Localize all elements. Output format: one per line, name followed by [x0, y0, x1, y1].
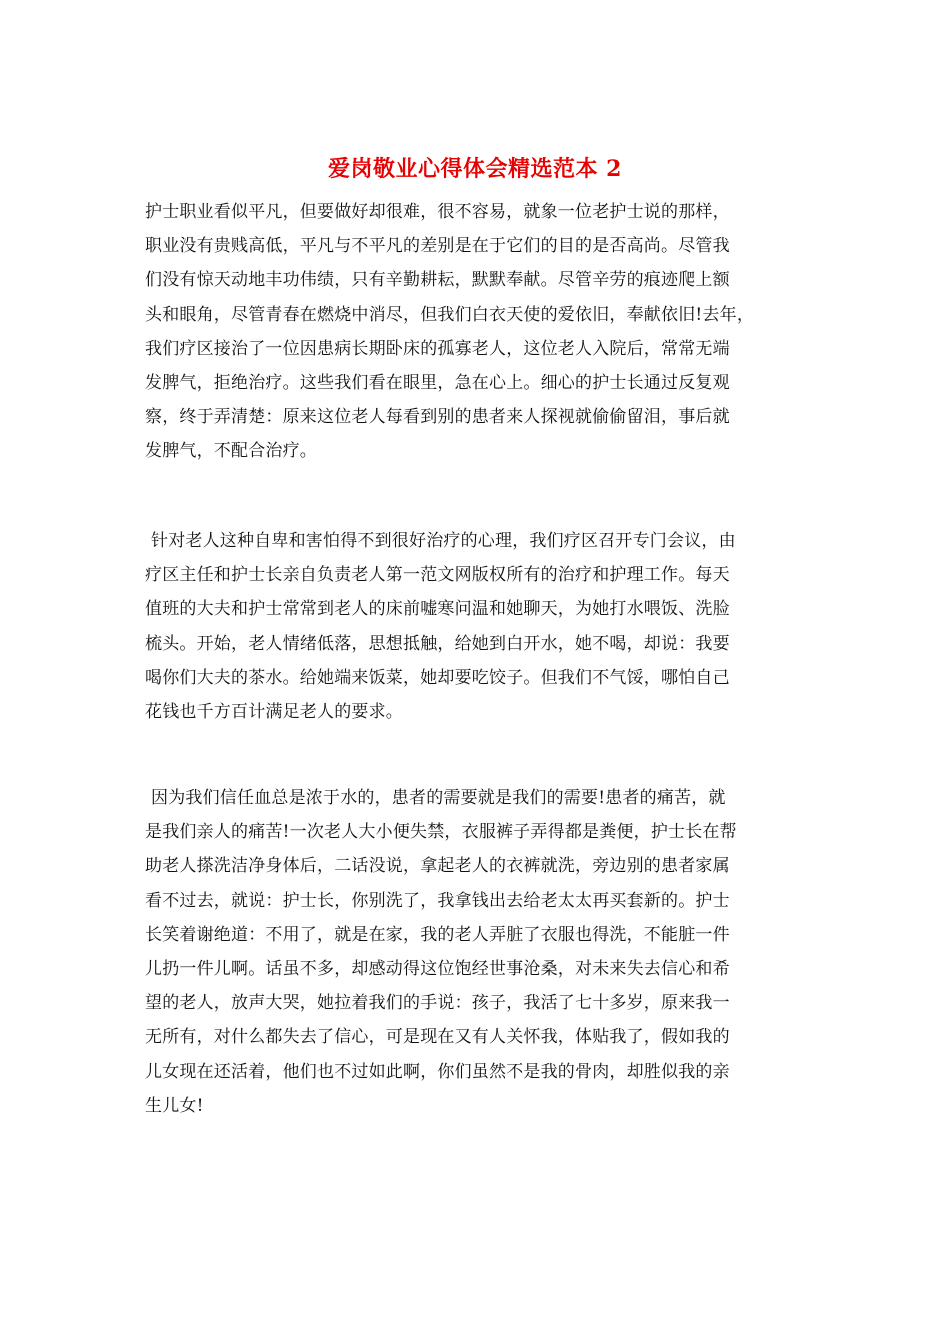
paragraph-3	[145, 781, 815, 1123]
paragraph-line: 值班的大夫和护士常常到老人的床前嘘寒问温和她聊天，为她打水喂饭、洗脸	[145, 599, 730, 620]
paragraph-2	[145, 524, 815, 729]
paragraph-line: 们没有惊天动地丰功伟绩，只有辛勤耕耘，默默奉献。尽管辛劳的痕迹爬上额	[145, 270, 730, 291]
paragraph-line: 生儿女!	[145, 1095, 204, 1116]
paragraph-line: 花钱也千方百计满足老人的要求。	[145, 701, 403, 722]
paragraph-line: 发脾气，拒绝治疗。这些我们看在眼里，急在心上。细心的护士长通过反复观	[145, 372, 730, 393]
paragraph-line: 儿女现在还活着，他们也不过如此啊，你们虽然不是我的骨肉，却胜似我的亲	[145, 1061, 730, 1082]
paragraph-line: 针对老人这种自卑和害怕得不到很好治疗的心理，我们疗区召开专门会议，由	[151, 531, 736, 551]
paragraph-line: 梳头。开始，老人情绪低落，思想抵触，给她到白开水，她不喝，却说：我要	[145, 633, 730, 654]
paragraph-1	[145, 195, 815, 469]
paragraph-line: 儿扔一件儿啊。话虽不多，却感动得这位饱经世事沧桑，对未来失去信心和希	[145, 958, 730, 979]
paragraph-line: 是我们亲人的痛苦!一次老人大小便失禁，衣服裤子弄得都是粪便，护士长在帮	[145, 822, 737, 843]
paragraph-line: 望的老人，放声大哭，她拉着我们的手说：孩子，我活了七十多岁，原来我一	[145, 993, 730, 1014]
paragraph-line: 我们疗区接治了一位因患病长期卧床的孤寡老人，这位老人入院后，常常无端	[145, 338, 730, 359]
paragraph-line: 疗区主任和护士长亲自负责老人第一范文网版权所有的治疗和护理工作。每天	[145, 565, 730, 586]
paragraph-line: 护士职业看似平凡，但要做好却很难，很不容易，就象一位老护士说的那样，	[145, 202, 730, 222]
paragraph-line: 看不过去，就说：护士长，你别洗了，我拿钱出去给老太太再买套新的。护士	[145, 890, 730, 911]
paragraph-line: 因为我们信任血总是浓于水的，患者的需要就是我们的需要!患者的痛苦，就	[151, 788, 726, 808]
paragraph-line: 发脾气，不配合治疗。	[145, 441, 317, 462]
paragraph-line: 头和眼角，尽管青春在燃烧中消尽，但我们白衣天使的爱依旧，奉献依旧!去年，	[145, 304, 755, 325]
paragraph-line: 无所有，对什么都失去了信心，可是现在又有人关怀我，体贴我了，假如我的	[145, 1027, 730, 1048]
paragraph-line: 职业没有贵贱高低，平凡与不平凡的差别是在于它们的目的是否高尚。尽管我	[145, 236, 730, 257]
paragraph-line: 察，终于弄清楚：原来这位老人每看到别的患者来人探视就偷偷留泪，事后就	[145, 407, 730, 428]
document-title: 爱岗敬业心得体会精选范本 2	[328, 156, 622, 182]
paragraph-line: 助老人搽洗洁净身体后，二话没说，拿起老人的衣裤就洗，旁边别的患者家属	[145, 856, 730, 877]
paragraph-line: 长笑着谢绝道：不用了，就是在家，我的老人弄脏了衣服也得洗，不能脏一件	[145, 924, 730, 945]
paragraph-line: 喝你们大夫的茶水。给她端来饭菜，她却要吃饺子。但我们不气馁，哪怕自己	[145, 667, 730, 688]
